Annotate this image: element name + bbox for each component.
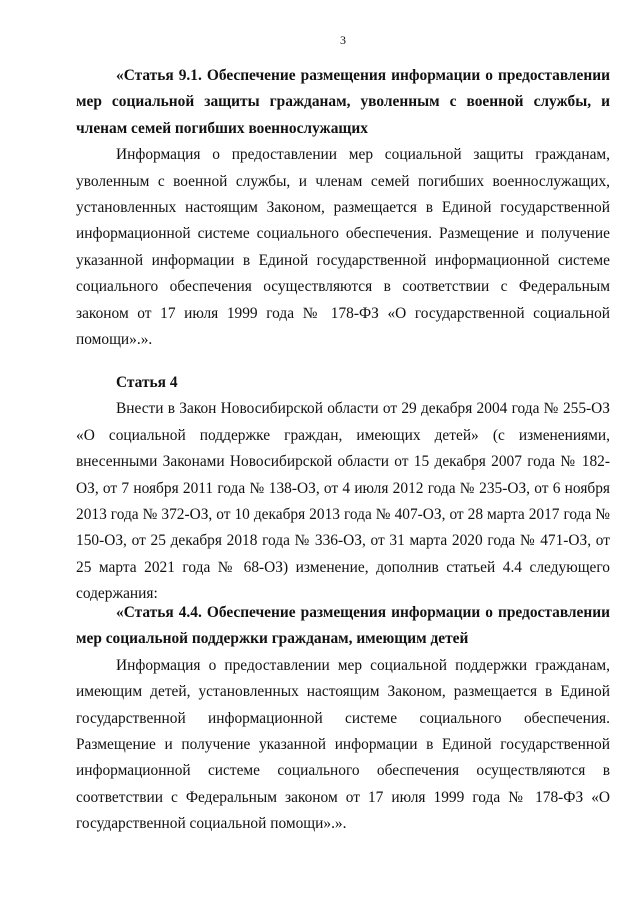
section-9-1-body: Информация о предоставлении мер социальной защиты гражданам, уволенным с военной службы, и членам семей погибших военнослужащих, установленных настоящим Законом, размещается в Единой государственной информационной системе социального обеспечения. Размещение и получение указанной информации в Единой государственной информационной системе социального обеспечения осуществляются в соответствии с Федеральным законом от 17 июля 1999 года № 178-ФЗ «О государственной социальной помощи».». [76,146,610,349]
article-4 [76,370,610,608]
section-4-4 [76,600,610,838]
page-number: 3 [340,33,346,47]
section-9-1-heading: «Статья 9.1. Обеспечение размещения информации о предоставлении мер социальной защиты гражданам, уволенным с военной службы, и членам семей погибших военнослужащих [76,67,610,137]
section-9-1 [76,63,610,353]
article-4-body: Внести в Закон Новосибирской области от 29 декабря 2004 года № 255-ОЗ «О социальной поддержке граждан, имеющих детей» (с изменениями, внесенными Законами Новосибирской области от 15 декабря 2007 года № 182-ОЗ, от 7 ноября 2011 года № 138-ОЗ, от 4 июля 2012 года № 235-ОЗ, от 6 ноября 2013 года № 372-ОЗ, от 10 декабря 2013 года № 407-ОЗ, от 28 марта 2017 года № 150-ОЗ, от 25 декабря 2018 года № 336-ОЗ, от 31 марта 2020 года № 471-ОЗ, от 25 марта 2021 года № 68-ОЗ) изменение, дополнив статьей 4.4 следующего содержания: [76,400,610,603]
article-4-title: Статья 4 [116,374,178,391]
section-4-4-heading: «Статья 4.4. Обеспечение размещения информации о предоставлении мер социальной поддержки гражданам, имеющим детей [76,604,610,648]
section-4-4-body: Информация о предоставлении мер социальной поддержки гражданам, имеющим детей, установленных настоящим Законом, размещается в Единой государственной информационной системе социального обеспечения. Размещение и получение указанной информации в Единой государственной информационной системе социального обеспечения осуществляются в соответствии с Федеральным законом от 17 июля 1999 года № 178-ФЗ «О государственной социальной помощи».». [76,656,610,833]
